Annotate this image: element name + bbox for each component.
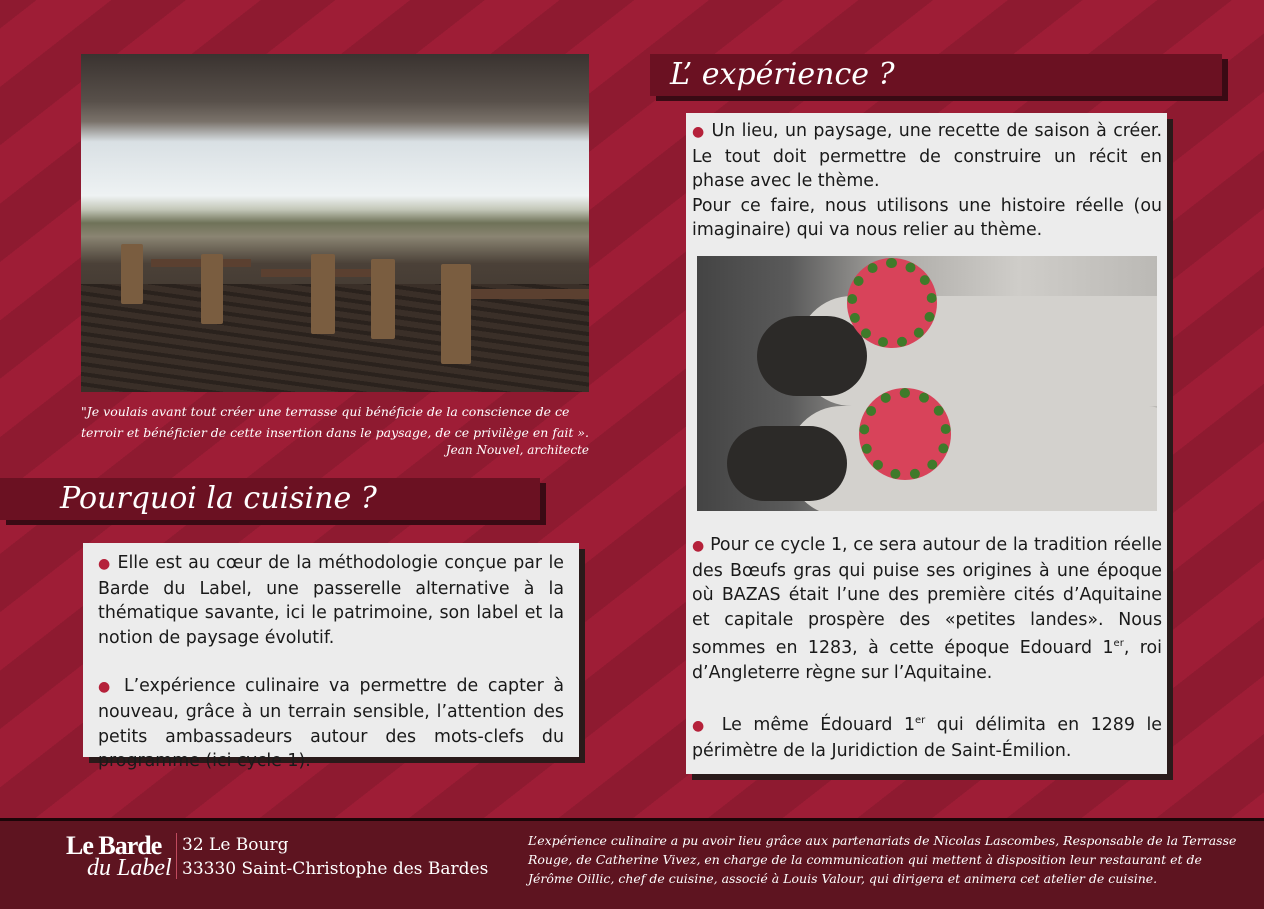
superscript-er: er — [915, 715, 926, 727]
section-banner-cuisine — [0, 478, 540, 520]
terrace-deck — [81, 284, 589, 392]
footer-divider — [0, 818, 1264, 821]
experience-paragraph-2-text-a: Pour ce cycle 1, ce sera autour de la tradition réelle des Bœufs gras qui puise ses origines à une époque où BAZAS était l’une des première cités d’Aquitaine et capitale prospère des «petites landes». Nous sommes en 1283, à cette époque Edouard 1 — [692, 534, 1163, 659]
architect-quote — [81, 401, 589, 457]
bullet-icon: ● — [98, 679, 115, 696]
quote-author: Jean Nouvel, architecte — [445, 443, 589, 457]
credits-text: L’expérience culinaire a pu avoir lieu grâce aux partenariats de Nicolas Lascombes, Responsable de la Terrasse Rouge, de Catherine Vivez, en charge de la communication qui mettent à disposition leur restaurant et de Jérôme Oillic, chef de cuisine, associé à Louis Valour, qui dirigera et animera cet atelier de cuisine. — [528, 833, 1237, 886]
chair-shape — [441, 264, 471, 364]
table-shape — [461, 289, 589, 299]
cuisine-text-box — [83, 543, 579, 772]
cuisine-paragraph-1 — [98, 551, 564, 650]
logo-line-1: Le Barde — [66, 831, 162, 860]
ox-head — [727, 426, 847, 501]
address-line-1: 32 Le Bourg — [182, 835, 289, 855]
chair-shape — [311, 254, 335, 334]
chair-shape — [201, 254, 223, 324]
section-title-experience: L’ expérience ? — [670, 57, 895, 92]
experience-paragraph-3 — [692, 709, 1162, 763]
bullet-icon: ● — [692, 537, 705, 554]
quote-text: "Je voulais avant tout créer une terrasse qui bénéficie de la conscience de ce terroir et bénéficier de cette insertion dans le paysage, de ce privilège en fait ». — [81, 404, 590, 440]
chair-shape — [371, 259, 395, 339]
chair-shape — [121, 244, 143, 304]
oxen-photo — [697, 256, 1157, 511]
experience-paragraph-1 — [692, 119, 1162, 194]
experience-paragraph-1b: Pour ce faire, nous utilisons une histoire réelle (ou imaginaire) qui va nous relier au thème. — [692, 195, 1162, 241]
experience-paragraph-1-text: Un lieu, un paysage, une recette de saison à créer. Le tout doit permettre de construire un récit en phase avec le thème. — [692, 121, 1163, 192]
section-banner-experience — [650, 54, 1222, 96]
terrace-photo — [81, 54, 589, 392]
cuisine-paragraph-2-text: L’expérience culinaire va permettre de capter à nouveau, grâce à un terrain sensible, l’attention des petits ambassadeurs autour des mots-clefs du programme (ici cycle 1). — [98, 676, 565, 772]
flower-wreath — [847, 258, 937, 348]
section-title-cuisine: Pourquoi la cuisine ? — [60, 481, 377, 516]
experience-paragraph-3-text-a: Le même Édouard 1 — [721, 715, 916, 736]
cuisine-paragraph-1-text: Elle est au cœur de la méthodologie conçue par le Barde du Label, une passerelle alternative à la thématique savante, ici le patrimoine, son label et la notion de paysage évolutif. — [98, 553, 564, 648]
ox-head — [757, 316, 867, 396]
bullet-icon: ● — [692, 718, 711, 735]
logo-line-2: du Label — [87, 855, 172, 881]
experience-paragraph-2-text-b: , roi d’Angleterre règne sur l’Aquitaine. — [692, 638, 1163, 683]
bullet-icon: ● — [692, 124, 706, 140]
bullet-icon: ● — [98, 556, 112, 572]
flower-wreath — [859, 388, 951, 480]
superscript-er: er — [1113, 638, 1124, 650]
logo-separator — [176, 833, 177, 879]
address-line-2: 33330 Saint-Christophe des Bardes — [182, 859, 489, 879]
cuisine-paragraph-2 — [98, 674, 564, 773]
experience-paragraph-3-text-b: qui délimita en 1289 le périmètre de la Juridiction de Saint-Émilion. — [692, 715, 1162, 761]
experience-paragraph-2 — [692, 533, 1162, 685]
